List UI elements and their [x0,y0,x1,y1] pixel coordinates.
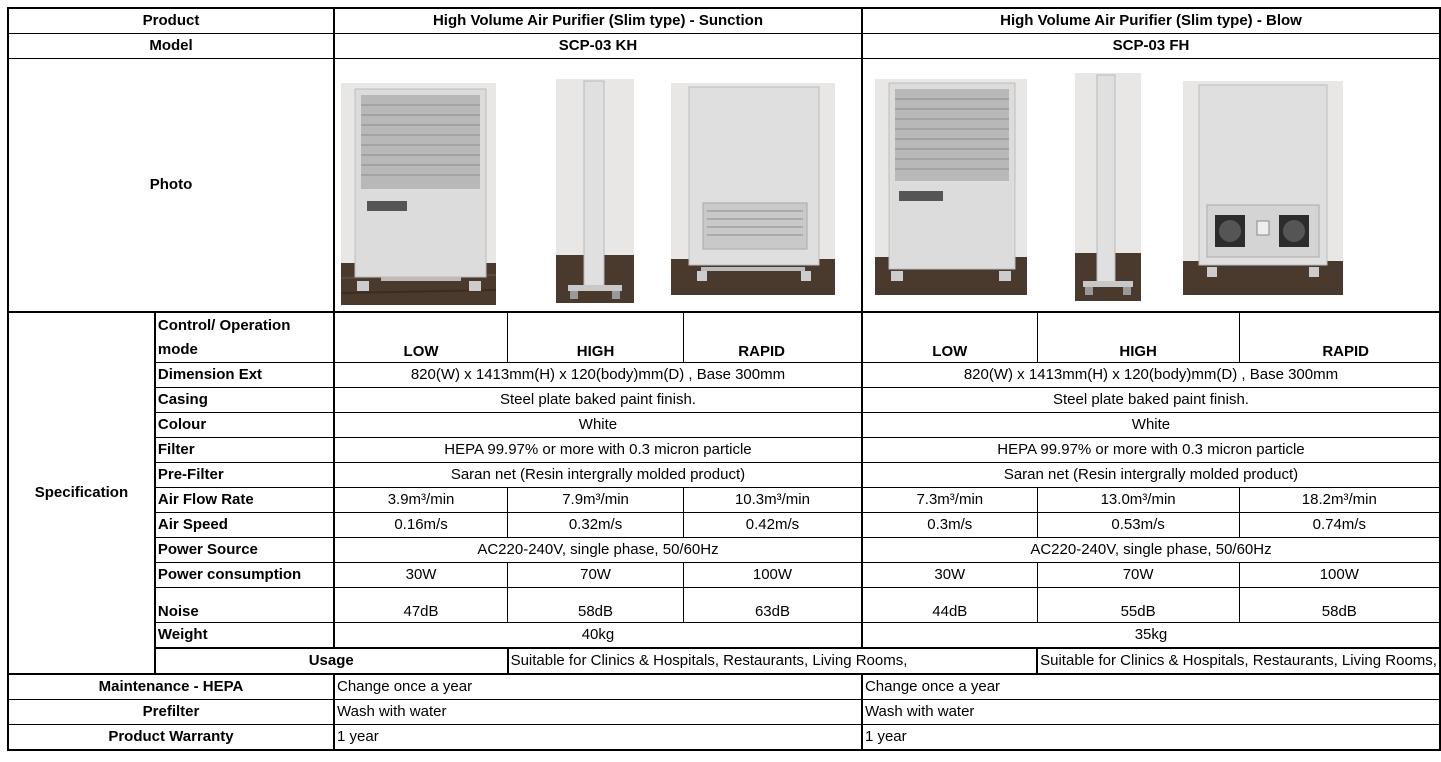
maintenance-blow: Change once a year [862,674,1440,700]
label-product: Product [8,8,334,33]
product-name-blow: High Volume Air Purifier (Slim type) - Blow [862,8,1440,33]
prefilter-suction: Saran net (Resin intergrally molded product) [334,463,862,488]
row-airflow [8,488,1440,513]
label-model: Model [8,33,334,58]
airflow-suction-rapid: 10.3m³/min [684,488,862,513]
power-blow-low: 30W [862,563,1037,588]
filter-suction: HEPA 99.97% or more with 0.3 micron particle [334,438,862,463]
colour-blow: White [862,413,1440,438]
row-product [8,8,1440,33]
airspeed-blow-rapid: 0.74m/s [1239,513,1440,538]
noise-suction-rapid: 63dB [684,588,862,623]
casing-blow: Steel plate baked paint finish. [862,388,1440,413]
label-weight: Weight [155,623,334,648]
noise-blow-low: 44dB [862,588,1037,623]
suction-back-photo [671,83,835,295]
airflow-blow-high: 13.0m³/min [1037,488,1239,513]
label-photo: Photo [8,58,334,312]
label-colour: Colour [155,413,334,438]
suction-side-photo [556,79,634,303]
airflow-suction-low: 3.9m³/min [334,488,508,513]
label-power-source: Power Source [155,538,334,563]
airspeed-suction-rapid: 0.42m/s [684,513,862,538]
power-source-blow: AC220-240V, single phase, 50/60Hz [862,538,1440,563]
prefilter-maint-suction: Wash with water [334,700,862,725]
airflow-blow-rapid: 18.2m³/min [1239,488,1440,513]
mode-blow-high: HIGH [1037,312,1239,363]
weight-suction: 40kg [334,623,862,648]
label-filter: Filter [155,438,334,463]
blow-side-photo [1075,73,1141,301]
airspeed-suction-low: 0.16m/s [334,513,508,538]
power-blow-rapid: 100W [1239,563,1440,588]
label-dimension: Dimension Ext [155,363,334,388]
power-source-suction: AC220-240V, single phase, 50/60Hz [334,538,862,563]
noise-blow-high: 55dB [1037,588,1239,623]
power-suction-low: 30W [334,563,508,588]
label-usage: Usage [155,648,508,674]
prefilter-blow: Saran net (Resin intergrally molded product) [862,463,1440,488]
mode-suction-high: HIGH [508,312,684,363]
airflow-blow-low: 7.3m³/min [862,488,1037,513]
label-airflow: Air Flow Rate [155,488,334,513]
row-prefilter-maint [8,700,1440,725]
label-specification: Specification [8,312,155,674]
power-suction-rapid: 100W [684,563,862,588]
noise-suction-low: 47dB [334,588,508,623]
colour-suction: White [334,413,862,438]
airspeed-blow-high: 0.53m/s [1037,513,1239,538]
mode-blow-rapid: RAPID [1239,312,1440,363]
label-prefilter: Pre-Filter [155,463,334,488]
usage-blow: Suitable for Clinics & Hospitals, Restaurants, Living Rooms, [1037,648,1440,674]
label-maintenance: Maintenance - HEPA [8,674,334,700]
maintenance-suction: Change once a year [334,674,862,700]
model-suction: SCP-03 KH [334,33,862,58]
power-blow-high: 70W [1037,563,1239,588]
airspeed-blow-low: 0.3m/s [862,513,1037,538]
label-mode-line1: Control/ Operation [157,317,291,334]
row-colour [8,413,1440,438]
airflow-suction-high: 7.9m³/min [508,488,684,513]
label-casing: Casing [155,388,334,413]
row-airspeed [8,513,1440,538]
weight-blow: 35kg [862,623,1440,648]
row-usage [8,648,1440,674]
row-model [8,33,1440,58]
prefilter-maint-blow: Wash with water [862,700,1440,725]
row-casing [8,388,1440,413]
label-mode-line2: mode [157,341,198,358]
casing-suction: Steel plate baked paint finish. [334,388,862,413]
mode-blow-low: LOW [862,312,1037,363]
label-prefilter-maint: Prefilter [8,700,334,725]
row-mode [8,312,1440,363]
label-mode [155,312,334,363]
spec-table [7,7,1441,751]
noise-blow-rapid: 58dB [1239,588,1440,623]
model-blow: SCP-03 FH [862,33,1440,58]
photo-cell-suction [334,58,862,312]
mode-suction-low: LOW [334,312,508,363]
dimension-blow: 820(W) x 1413mm(H) x 120(body)mm(D) , Base 300mm [862,363,1440,388]
warranty-suction: 1 year [334,725,862,750]
row-dimension [8,363,1440,388]
row-warranty [8,725,1440,750]
row-filter [8,438,1440,463]
product-name-suction: High Volume Air Purifier (Slim type) - Sunction [334,8,862,33]
usage-suction: Suitable for Clinics & Hospitals, Restaurants, Living Rooms, [508,648,1038,674]
suction-front-photo [341,83,496,305]
row-noise [8,588,1440,623]
blow-front-photo [875,79,1027,295]
blow-back-photo [1183,81,1343,295]
label-noise: Noise [155,588,334,623]
dimension-suction: 820(W) x 1413mm(H) x 120(body)mm(D) , Base 300mm [334,363,862,388]
label-warranty: Product Warranty [8,725,334,750]
filter-blow: HEPA 99.97% or more with 0.3 micron particle [862,438,1440,463]
row-photo [8,58,1440,312]
airspeed-suction-high: 0.32m/s [508,513,684,538]
power-suction-high: 70W [508,563,684,588]
row-maintenance [8,674,1440,700]
label-airspeed: Air Speed [155,513,334,538]
row-weight [8,623,1440,648]
row-power-consumption [8,563,1440,588]
mode-suction-rapid: RAPID [684,312,862,363]
noise-suction-high: 58dB [508,588,684,623]
photo-cell-blow [862,58,1440,312]
row-power-source [8,538,1440,563]
warranty-blow: 1 year [862,725,1440,750]
label-power-consumption: Power consumption [155,563,334,588]
row-prefilter [8,463,1440,488]
